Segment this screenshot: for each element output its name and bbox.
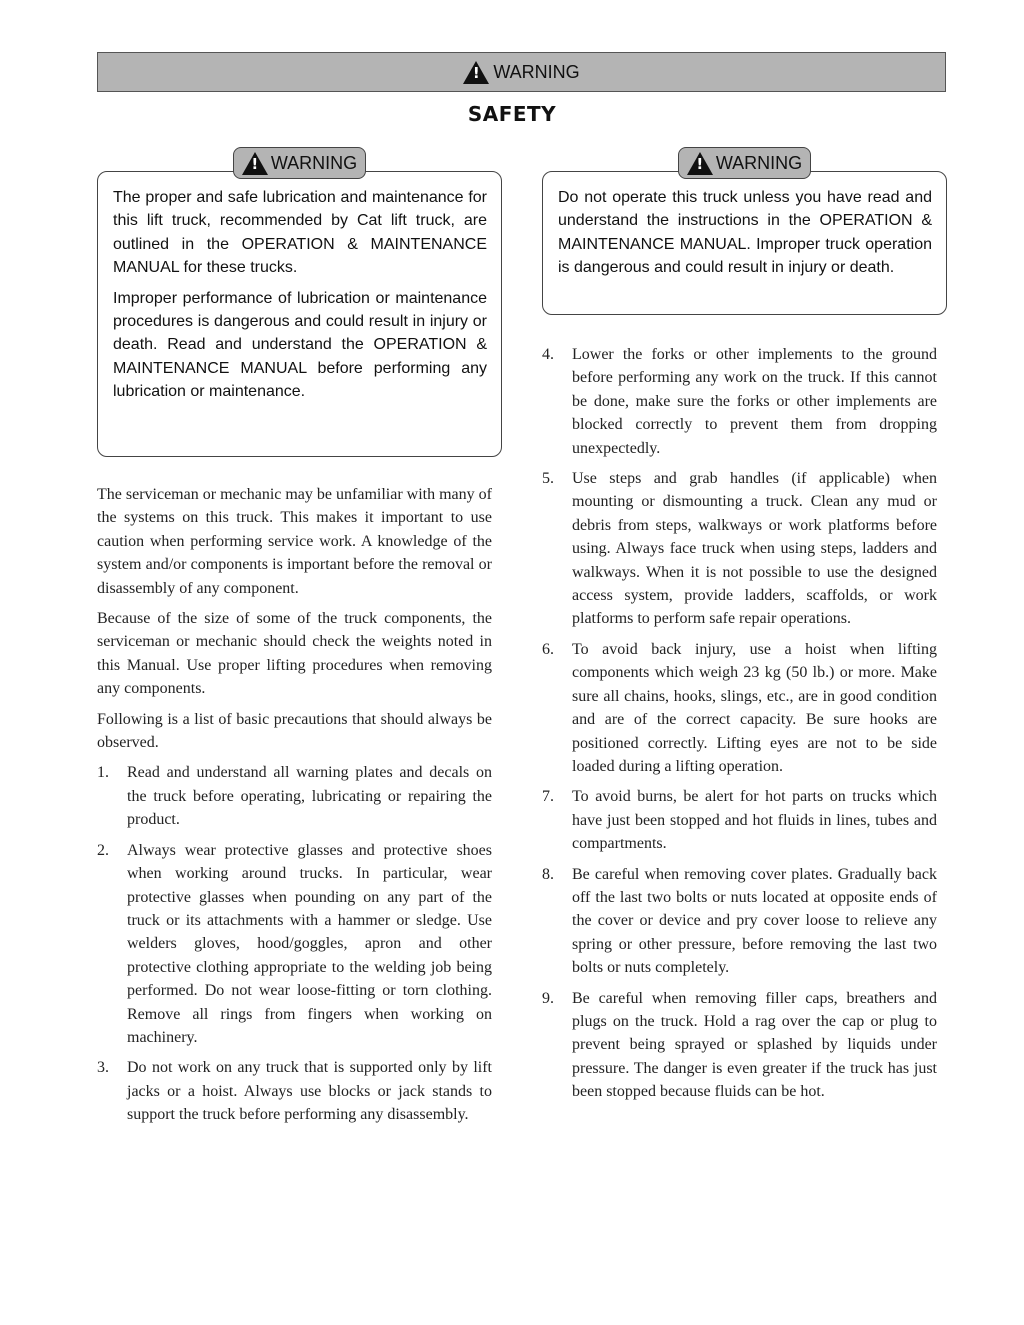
warning-triangle-icon — [242, 152, 268, 175]
intro-paragraph-2: Because of the size of some of the truck components, the serviceman or mechanic should check the weights noted in this Manual. Use proper lifting procedures when removing any components. — [97, 610, 492, 698]
item-number: 6. — [542, 640, 554, 658]
item-number: 4. — [542, 346, 554, 363]
page-title: SAFETY — [467, 102, 557, 126]
warning-label-right — [678, 147, 811, 179]
warning-left-paragraph-2: Improper performance of lubrication or maintenance procedures is dangerous and could result in injury or death. Read and understand the OPERATION & MAINTENANCE MANUAL before performing any lubrication or maintenance. — [113, 289, 487, 401]
warning-box-right — [542, 171, 947, 315]
item-text: Lower the forks or other implements to the ground before performing any work on the truck. If this cannot be done, make sure the forks or other implements are blocked correctly to prevent them from dropping unexpectedly. — [572, 346, 937, 457]
list-item — [97, 839, 492, 1050]
warning-right-label: WARNING — [715, 152, 803, 173]
precautions-list-left — [97, 761, 492, 1126]
warning-triangle-icon — [687, 152, 713, 175]
list-item — [542, 863, 937, 980]
item-number: 5. — [542, 470, 554, 488]
warning-left-label: WARNING — [270, 152, 358, 173]
precautions-list-right — [542, 343, 937, 1104]
item-text: Use steps and grab handles (if applicable) when mounting or dismounting a truck. Clean any mud or debris from steps, walkways or work platforms before using. Always face truck when using steps, ladders and walkways. When it is not possible to use the designed access system, provide ladders, scaffolds, or work platforms to perform safe repair operations. — [572, 470, 937, 628]
warning-right-paragraph-1: Do not operate this truck unless you have read and understand the instructions in the OPERATION & MAINTENANCE MANUAL. Improper truck operation is dangerous and could result in injury or death. — [558, 189, 932, 277]
warning-triangle-icon — [463, 61, 489, 84]
item-text: To avoid burns, be alert for hot parts on trucks which have just been stopped and hot fluids in lines, tubes and compartments. — [572, 788, 937, 853]
list-item — [542, 638, 937, 778]
item-number: 7. — [542, 788, 554, 806]
item-number: 2. — [97, 841, 109, 859]
list-item — [542, 467, 937, 631]
warning-label-left — [233, 147, 366, 179]
list-item — [542, 987, 937, 1104]
banner-label: WARNING — [493, 61, 580, 82]
item-text: Be careful when removing filler caps, breathers and plugs on the truck. Hold a rag over the cap or plug to prevent being sprayed or splashed by liquids under pressure. The danger is even greater if the truck has just been stopped because fluids can be hot. — [572, 989, 937, 1101]
item-text: Be careful when removing cover plates. Gradually back off the last two bolts or nuts located at opposite ends of the cover or device and pry cover loose to relieve any spring or other pressure, before removing the last two bolts or nuts completely. — [572, 865, 937, 977]
intro-paragraph-1: The serviceman or mechanic may be unfamiliar with many of the systems on this truck. This makes it important to use caution when performing service work. A knowledge of the system and/or components is important before the removal or disassembly of any component. — [97, 486, 492, 597]
item-text: Always wear protective glasses and protective shoes when working around trucks. In particular, wear protective glasses when pounding on any part of the truck or its attachments with a hammer or sledge. Use welders gloves, hood/goggles, apron and other protective clothing appropriate to the welding job being performed. Do not wear loose-fitting or torn clothing. Remove all rings from fingers when working on machinery. — [127, 841, 492, 1046]
intro-paragraph-3: Following is a list of basic precautions that should always be observed. — [97, 710, 492, 752]
warning-box-left — [97, 171, 502, 457]
list-item — [542, 785, 937, 855]
item-text: Read and understand all warning plates and decals on the truck before operating, lubricating or repairing the product. — [127, 764, 492, 829]
warning-left-paragraph-1: The proper and safe lubrication and maintenance for this lift truck, recommended by Cat lift truck, are outlined in the OPERATION & MAINTENANCE MANUAL for these trucks. — [113, 189, 487, 277]
item-number: 9. — [542, 989, 554, 1007]
list-item — [97, 1056, 492, 1126]
left-column — [97, 483, 492, 1134]
list-item — [542, 343, 937, 460]
item-text: Do not work on any truck that is supported only by lift jacks or a hoist. Always use blocks or jack stands to support the truck before performing any disassembly. — [127, 1059, 492, 1124]
item-number: 8. — [542, 865, 554, 883]
item-number: 1. — [97, 764, 109, 782]
warning-banner — [97, 52, 946, 92]
item-text: To avoid back injury, use a hoist when lifting components which weigh 23 kg (50 lb.) or more. Make sure all chains, hooks, slings, etc., are in good condition and are of the correct capacity. Be sure hooks are positioned correctly. Lifting eyes are not to be side loaded during a lifting operation. — [572, 640, 937, 775]
item-number: 3. — [97, 1059, 109, 1077]
right-column — [542, 343, 937, 1111]
list-item — [97, 761, 492, 831]
